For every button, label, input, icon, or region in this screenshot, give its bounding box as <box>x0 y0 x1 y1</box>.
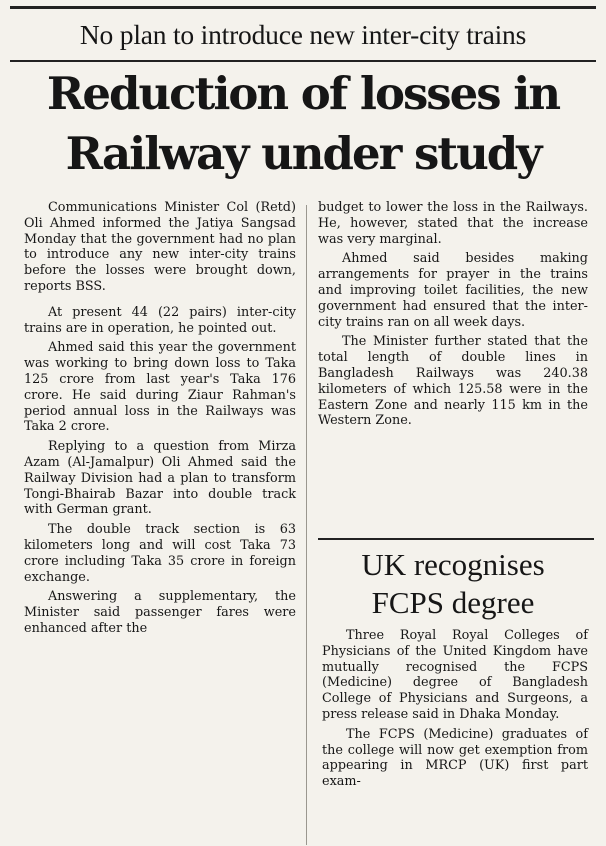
paragraph: At present 44 (22 pairs) inter-city trains are in operation, he pointed out. <box>24 304 296 336</box>
subhead-line-2: FCPS degree <box>371 585 535 620</box>
second-article-headline <box>318 546 588 622</box>
paragraph: Answering a supplementary, the Minister said passenger fares were enhanced after the <box>24 589 296 636</box>
left-column <box>24 200 296 637</box>
paragraph: Replying to a question from Mirza Azam (Al-Jamalpur) Oli Ahmed said the Railway Division had a plan to transform Tongi-Bhairab Bazar into double track with German grant. <box>24 439 296 518</box>
second-article-body <box>322 628 588 790</box>
headline-line-2: Railway under study <box>65 127 541 180</box>
right-column-top <box>318 200 588 429</box>
kicker-rule <box>10 60 596 62</box>
headline-line-1: Reduction of losses in <box>46 67 560 120</box>
column-divider <box>306 205 307 845</box>
paragraph: Ahmed said besides making arrangements for prayer in the trains and improving toilet facilities, the new government had ensured that the inter-city trains ran on all week days. <box>318 251 588 330</box>
paragraph: budget to lower the loss in the Railways. He, however, stated that the increase was very marginal. <box>318 200 588 247</box>
subhead-line-1: UK recognises <box>361 547 545 582</box>
paragraph: Communications Minister Col (Retd) Oli Ahmed informed the Jatiya Sangsad Monday that the government had no plan to introduce any new inter-city trains before the losses were brought down, reports BSS. <box>24 200 296 294</box>
second-article-rule <box>318 538 594 540</box>
paragraph: Three Royal Royal Colleges of Physicians of the United Kingdom have mutually recognised the FCPS (Medicine) degree of Bangladesh College of Physicians and Surgeons, a press release said in Dhaka Monday. <box>322 628 588 722</box>
paragraph: Ahmed said this year the government was working to bring down loss to Taka 125 crore from last year's Taka 176 crore. He said during Ziaur Rahman's period annual loss in the Railways was Taka 2 crore. <box>24 340 296 435</box>
article-kicker: No plan to introduce new inter-city trains <box>79 19 527 50</box>
article-headline <box>8 64 598 184</box>
paragraph: The Minister further stated that the total length of double lines in Bangladesh Railways was 240.38 kilometers of which 125.58 were in the Eastern Zone and nearly 115 km in the Western Zone. <box>318 334 588 429</box>
top-rule <box>10 6 596 9</box>
paragraph: The FCPS (Medicine) graduates of the college will now get exemption from appearing in MRCP (UK) first part exam- <box>322 726 588 790</box>
paragraph: The double track section is 63 kilometers long and will cost Taka 73 crore including Taka 35 crore in foreign exchange. <box>24 522 296 585</box>
